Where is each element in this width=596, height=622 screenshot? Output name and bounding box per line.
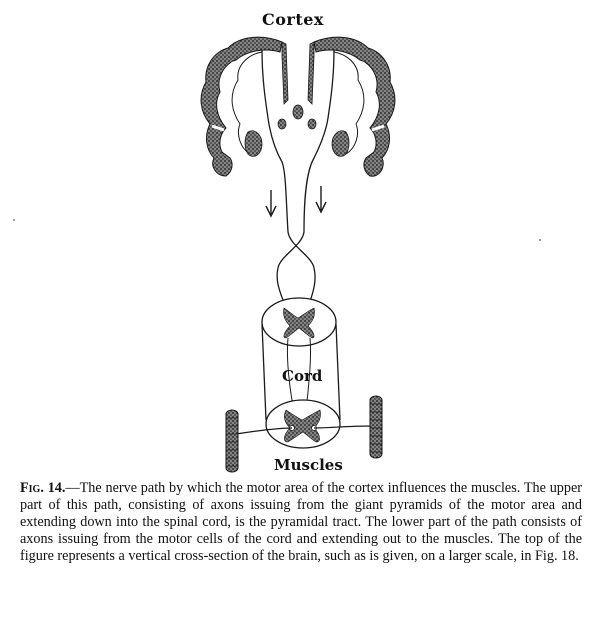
left-basal-ganglion — [245, 131, 262, 157]
left-thalamic-nucleus — [278, 119, 286, 129]
caption-text: —The nerve path by which the motor area of the cortex influences the muscles. The upper part of this path, consisting of axons issuing from the giant pyramids of the motor area and extending down into the spinal cord, is the pyramidal tract. The lower part of the path consists of axons issuing from the motor cells of the cord and extending out to the muscles. The top of the figure represents a vertical cross-section of the brain, such as is given, on a larger scale, in Fig. 18. — [20, 480, 583, 565]
right-medial-cortex — [308, 42, 314, 104]
right-muscle — [370, 396, 382, 458]
descending-arrows — [266, 186, 326, 216]
brain-stem-outline — [262, 50, 334, 232]
sulcus-right-upper — [356, 62, 364, 84]
right-down-arrow — [316, 186, 326, 212]
left-cortex-gray-matter — [201, 37, 282, 176]
cortex-label: Cortex — [262, 10, 324, 29]
cord-left-side — [262, 324, 266, 420]
figure-number: Fig. 14. — [20, 480, 66, 496]
left-medial-cortex — [282, 42, 288, 104]
right-cortex-gray-matter — [314, 37, 395, 176]
brain-cross-section — [201, 37, 395, 232]
scan-speck — [13, 219, 15, 221]
muscles-label: Muscles — [274, 456, 343, 474]
right-basal-ganglion — [332, 131, 349, 157]
sulcus-left-upper — [232, 62, 240, 84]
left-down-arrow — [266, 190, 276, 216]
cord-label: Cord — [282, 367, 323, 385]
left-muscle — [226, 410, 238, 472]
central-nucleus-top — [293, 105, 303, 119]
cord-right-side — [336, 324, 340, 420]
scan-speck — [539, 239, 541, 241]
figure-caption — [20, 480, 582, 565]
right-thalamic-nucleus — [308, 119, 316, 129]
